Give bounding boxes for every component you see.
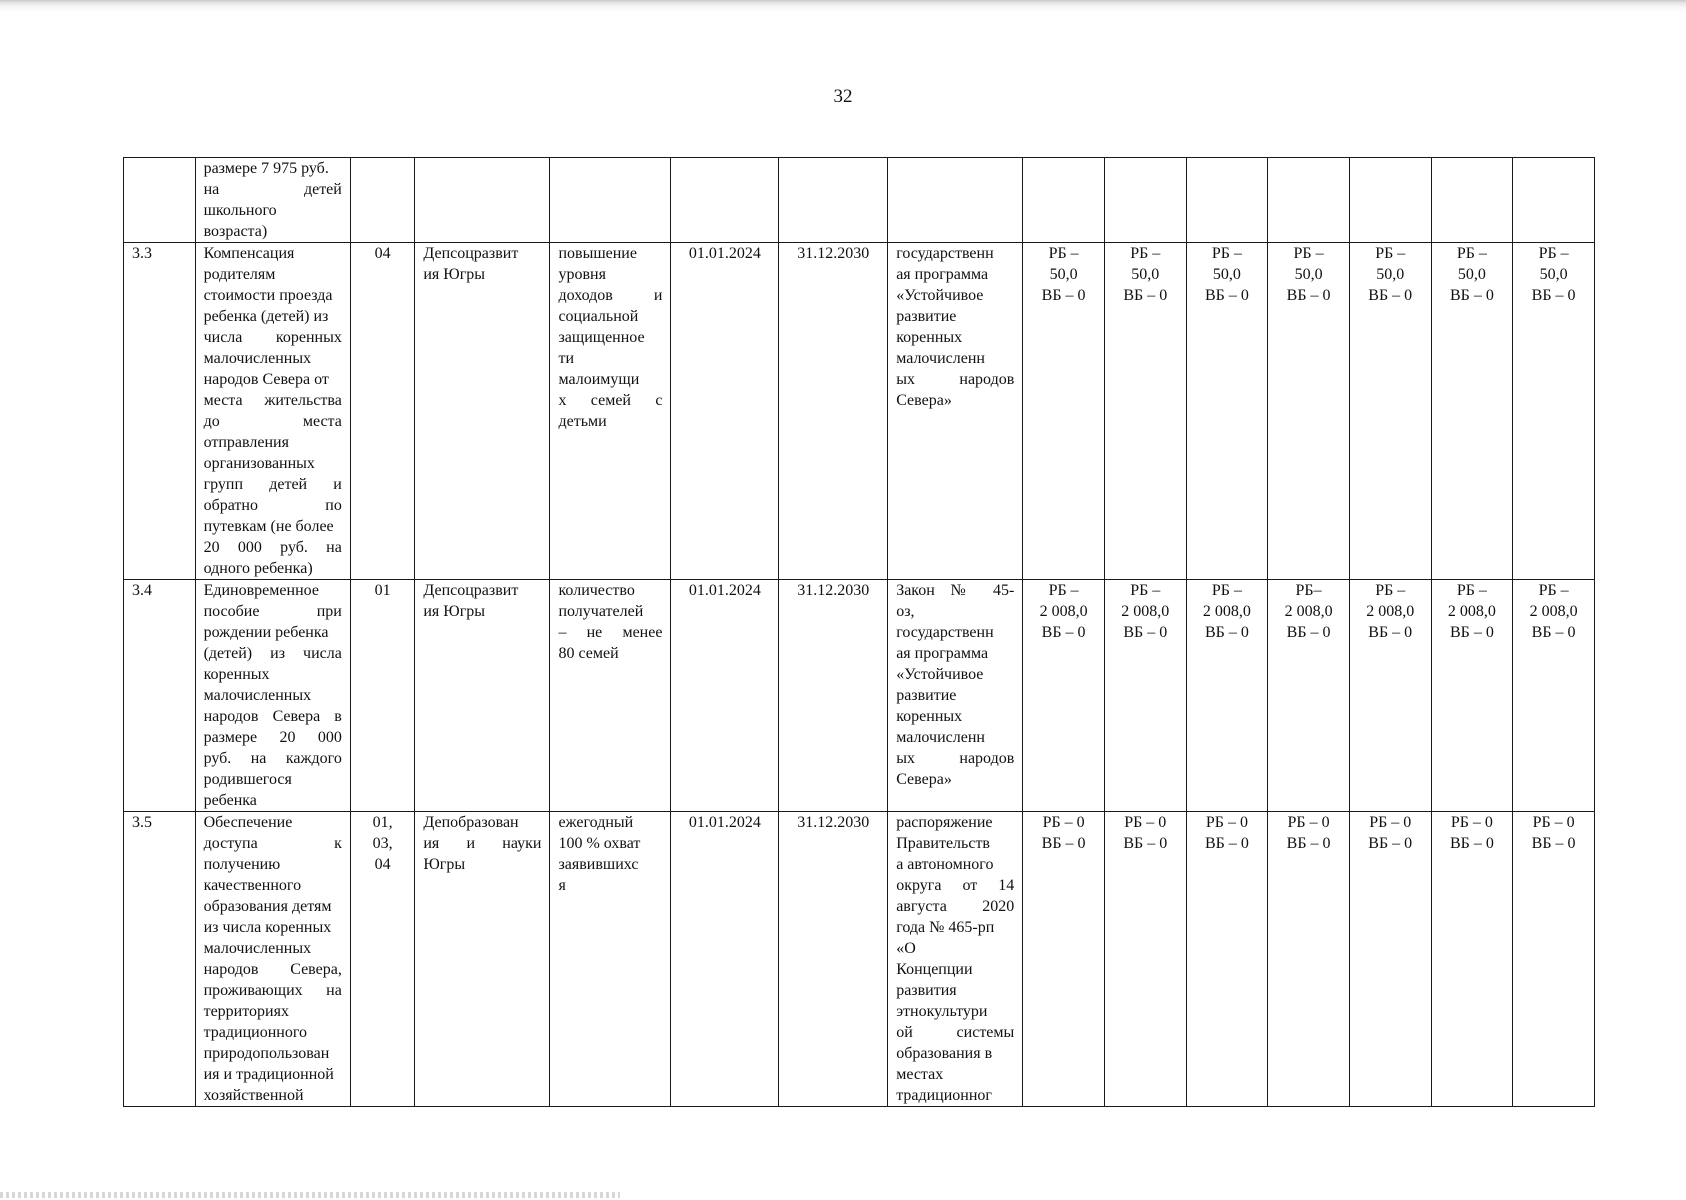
cell-line: организованных: [203, 455, 315, 472]
funding-cell: [1104, 580, 1186, 812]
cell-line: ия и науки: [423, 835, 542, 852]
cell-line: ребенка: [203, 792, 257, 809]
cell-line: «Устойчивое: [896, 666, 984, 683]
cell-line: 2 008,0: [1366, 603, 1415, 620]
cell-line: ВБ – 0: [1041, 624, 1086, 641]
cell-line: государственн: [896, 245, 994, 262]
end-date-cell: 31.12.2030: [779, 243, 888, 580]
funding-cell: [1186, 158, 1268, 243]
cell-line: 04: [374, 245, 391, 262]
cell-line: ВБ – 0: [1204, 835, 1249, 852]
cell-line: доходов и: [558, 287, 663, 304]
cell-line: школьного: [203, 202, 277, 219]
executor-cell: [415, 158, 550, 243]
cell-line: размере 7 975 руб.: [203, 160, 329, 177]
cell-line: малочисленных: [203, 940, 312, 957]
cell-line: РБ –: [1130, 245, 1161, 262]
executor-cell: [415, 812, 550, 1107]
cell-line: 100 % охват: [558, 835, 641, 852]
cell-line: 50,0: [1294, 266, 1323, 283]
measure-name-cell: [195, 580, 350, 812]
cell-line: места жительства: [203, 392, 342, 409]
cell-line: Единовременное: [203, 582, 319, 599]
cell-line: ая программа: [896, 266, 989, 283]
cell-line: РБ –: [1211, 582, 1242, 599]
cell-line: 2 008,0: [1121, 603, 1170, 620]
cell-line: детьми: [558, 413, 607, 430]
cell-line: одного ребенка): [203, 560, 313, 577]
result-cell: [550, 812, 671, 1107]
cell-line: 50,0: [1049, 266, 1078, 283]
result-cell: [550, 158, 671, 243]
end-date-cell: 31.12.2030: [779, 812, 888, 1107]
cell-line: отправления: [203, 434, 289, 451]
cell-line: РБ – 0: [1450, 814, 1493, 831]
cell-line: ВБ – 0: [1204, 624, 1249, 641]
funding-cell: [1431, 243, 1513, 580]
cell-line: государственн: [896, 624, 994, 641]
cell-line: народов Севера в: [203, 708, 342, 725]
end-date-cell: [779, 158, 888, 243]
cell-line: – не менее: [558, 624, 663, 641]
funding-cell: [1023, 158, 1105, 243]
result-cell: [550, 580, 671, 812]
cell-line: защищенное: [558, 329, 645, 346]
cell-line: ВБ – 0: [1123, 624, 1168, 641]
cell-line: ия Югры: [423, 603, 486, 620]
cell-line: этнокультури: [896, 1003, 988, 1020]
cell-line: Концепции: [896, 961, 973, 978]
cell-line: возраста): [203, 223, 268, 240]
cell-line: повышение: [558, 245, 637, 262]
table-row: [124, 812, 1595, 1107]
cell-line: 2 008,0: [1447, 603, 1496, 620]
basis-cell: [888, 580, 1023, 812]
cell-line: РБ – 0: [1287, 814, 1330, 831]
cell-line: ВБ – 0: [1286, 624, 1331, 641]
cell-line: получению: [203, 856, 281, 873]
cell-line: местах: [896, 1066, 944, 1083]
cell-line: 2 008,0: [1202, 603, 1251, 620]
cell-line: 03,: [372, 835, 393, 852]
cell-line: Закон № 45-: [896, 582, 1015, 599]
cell-line: округа от 14: [896, 877, 1015, 894]
cell-line: народов Севера,: [203, 961, 342, 978]
measure-name-cell: [195, 158, 350, 243]
cell-line: «Устойчивое: [896, 287, 984, 304]
cell-line: ВБ – 0: [1204, 287, 1249, 304]
funding-cell: [1431, 580, 1513, 812]
cell-line: 2 008,0: [1529, 603, 1578, 620]
cell-line: заявившихс: [558, 856, 639, 873]
funding-cell: [1513, 580, 1595, 812]
cell-line: 01: [374, 582, 391, 599]
cell-line: образования в: [896, 1045, 993, 1062]
cell-line: развитие: [896, 308, 957, 325]
cell-line: Депобразован: [423, 814, 519, 831]
cell-line: 80 семей: [558, 645, 619, 662]
cell-line: из числа коренных: [203, 919, 332, 936]
funding-cell: [1268, 812, 1350, 1107]
cell-line: ВБ – 0: [1286, 287, 1331, 304]
funding-cell: [1104, 243, 1186, 580]
cell-line: 50,0: [1457, 266, 1486, 283]
cell-line: РБ –: [1048, 582, 1079, 599]
cell-line: 50,0: [1539, 266, 1568, 283]
start-date-cell: [671, 158, 779, 243]
cell-line: ия Югры: [423, 266, 486, 283]
cell-line: 01,: [372, 814, 393, 831]
cell-line: РБ –: [1456, 582, 1487, 599]
cell-line: Обеспечение: [203, 814, 293, 831]
cell-line: РБ –: [1456, 245, 1487, 262]
cell-line: РБ –: [1538, 582, 1569, 599]
start-date-cell: 01.01.2024: [671, 580, 779, 812]
item-number-cell: 3.3: [124, 243, 196, 580]
cell-line: родившегося: [203, 771, 292, 788]
cell-line: традиционного: [203, 1024, 307, 1041]
table-row: [124, 580, 1595, 812]
cell-line: ВБ – 0: [1368, 835, 1413, 852]
cell-line: ежегодный: [558, 814, 634, 831]
funding-cell: [1349, 243, 1431, 580]
cell-line: получателей: [558, 603, 644, 620]
cell-line: Депсоцразвит: [423, 582, 519, 599]
cell-line: на детей: [203, 181, 342, 198]
funding-cell: [1349, 158, 1431, 243]
cell-line: года № 465-рп: [896, 919, 995, 936]
code-cell: [350, 812, 415, 1107]
funding-cell: [1513, 812, 1595, 1107]
start-date-cell: 01.01.2024: [671, 812, 779, 1107]
cell-line: РБ –: [1211, 245, 1242, 262]
cell-line: рождении ребенка: [203, 624, 329, 641]
cell-line: ВБ – 0: [1449, 835, 1494, 852]
cell-line: Севера»: [896, 771, 952, 788]
cell-line: ых народов: [896, 371, 1015, 388]
cell-line: ВБ – 0: [1286, 835, 1331, 852]
cell-line: Правительств: [896, 835, 990, 852]
cell-line: 50,0: [1131, 266, 1160, 283]
cell-line: стоимости проезда: [203, 287, 333, 304]
cell-line: РБ – 0: [1369, 814, 1412, 831]
cell-line: народов Севера от: [203, 371, 329, 388]
code-cell: [350, 243, 415, 580]
executor-cell: [415, 243, 550, 580]
cell-line: коренных: [896, 708, 963, 725]
cell-line: а автономного: [896, 856, 994, 873]
cell-line: обратно по: [203, 497, 342, 514]
cell-line: образования детям: [203, 898, 332, 915]
funding-cell: [1431, 812, 1513, 1107]
cell-line: 04: [374, 856, 391, 873]
cell-line: Компенсация: [203, 245, 295, 262]
item-number-cell: 3.4: [124, 580, 196, 812]
result-cell: [550, 243, 671, 580]
executor-cell: [415, 580, 550, 812]
table-row: [124, 243, 1595, 580]
cell-line: распоряжение: [896, 814, 993, 831]
scan-edge-top: [0, 0, 1686, 14]
cell-line: территориях: [203, 1003, 289, 1020]
cell-line: пособие при: [203, 603, 342, 620]
cell-line: РБ – 0: [1205, 814, 1248, 831]
cell-line: 20 000 руб. на: [203, 539, 342, 556]
funding-cell: [1431, 158, 1513, 243]
cell-line: РБ –: [1130, 582, 1161, 599]
cell-line: Севера»: [896, 392, 952, 409]
cell-line: родителям: [203, 266, 276, 283]
funding-cell: [1104, 158, 1186, 243]
cell-line: ая программа: [896, 645, 989, 662]
cell-line: малочисленн: [896, 729, 985, 746]
cell-line: традиционног: [896, 1087, 992, 1104]
measure-name-cell: [195, 812, 350, 1107]
funding-cell: [1104, 812, 1186, 1107]
cell-line: оз,: [896, 603, 915, 620]
cell-line: ребенка (детей) из: [203, 308, 329, 325]
cell-line: (детей) из числа: [203, 645, 342, 662]
cell-line: малочисленных: [203, 687, 312, 704]
item-number-cell: [124, 158, 196, 243]
cell-line: РБ – 0: [1124, 814, 1167, 831]
cell-line: ВБ – 0: [1368, 287, 1413, 304]
cell-line: РБ –: [1048, 245, 1079, 262]
cell-line: хозяйственной: [203, 1087, 304, 1104]
cell-line: 2 008,0: [1284, 603, 1333, 620]
cell-line: коренных: [203, 666, 270, 683]
cell-line: размере 20 000: [203, 729, 342, 746]
cell-line: ия и традиционной: [203, 1066, 334, 1083]
cell-line: 2 008,0: [1039, 603, 1088, 620]
cell-line: числа коренных: [203, 329, 342, 346]
end-date-cell: 31.12.2030: [779, 580, 888, 812]
cell-line: РБ –: [1538, 245, 1569, 262]
cell-line: ВБ – 0: [1531, 287, 1576, 304]
cell-line: природопользован: [203, 1045, 330, 1062]
cell-line: ти: [558, 350, 575, 367]
cell-line: ВБ – 0: [1368, 624, 1413, 641]
funding-cell: [1268, 158, 1350, 243]
cell-line: развитие: [896, 687, 957, 704]
cell-line: качественного: [203, 877, 302, 894]
cell-line: августа 2020: [896, 898, 1015, 915]
cell-line: коренных: [896, 329, 963, 346]
cell-line: руб. на каждого: [203, 750, 342, 767]
code-cell: [350, 158, 415, 243]
cell-line: 50,0: [1376, 266, 1405, 283]
basis-cell: [888, 812, 1023, 1107]
measure-name-cell: [195, 243, 350, 580]
cell-line: «О: [896, 940, 916, 957]
code-cell: [350, 580, 415, 812]
funding-cell: [1186, 580, 1268, 812]
funding-cell: [1186, 243, 1268, 580]
table-row: [124, 158, 1595, 243]
cell-line: доступа к: [203, 835, 342, 852]
cell-line: до места: [203, 413, 342, 430]
cell-line: Югры: [423, 856, 466, 873]
cell-line: ВБ – 0: [1449, 287, 1494, 304]
cell-line: ВБ – 0: [1531, 624, 1576, 641]
cell-line: РБ –: [1293, 245, 1324, 262]
cell-line: 50,0: [1212, 266, 1241, 283]
item-number-cell: 3.5: [124, 812, 196, 1107]
cell-line: ых народов: [896, 750, 1015, 767]
cell-line: малочисленных: [203, 350, 312, 367]
cell-line: ВБ – 0: [1531, 835, 1576, 852]
cell-line: ВБ – 0: [1449, 624, 1494, 641]
cell-line: ВБ – 0: [1123, 287, 1168, 304]
cell-line: РБ –: [1375, 245, 1406, 262]
funding-cell: [1268, 243, 1350, 580]
cell-line: ВБ – 0: [1041, 835, 1086, 852]
cell-line: я: [558, 877, 566, 894]
cell-line: ВБ – 0: [1041, 287, 1086, 304]
cell-line: РБ–: [1295, 582, 1322, 599]
funding-cell: [1186, 812, 1268, 1107]
cell-line: х семей с: [558, 392, 663, 409]
scan-edge-bottom: [0, 1192, 620, 1198]
cell-line: ВБ – 0: [1123, 835, 1168, 852]
funding-cell: [1513, 243, 1595, 580]
cell-line: социальной: [558, 308, 639, 325]
funding-cell: [1513, 158, 1595, 243]
cell-line: проживающих на: [203, 982, 342, 999]
funding-cell: [1023, 243, 1105, 580]
basis-cell: [888, 158, 1023, 243]
cell-line: групп детей и: [203, 476, 342, 493]
cell-line: малоимущи: [558, 371, 640, 388]
funding-cell: [1268, 580, 1350, 812]
cell-line: РБ – 0: [1532, 814, 1575, 831]
funding-cell: [1349, 812, 1431, 1107]
funding-cell: [1023, 580, 1105, 812]
cell-line: малочисленн: [896, 350, 985, 367]
funding-cell: [1349, 580, 1431, 812]
cell-line: количество: [558, 582, 635, 599]
cell-line: РБ –: [1375, 582, 1406, 599]
cell-line: уровня: [558, 266, 606, 283]
funding-cell: [1023, 812, 1105, 1107]
basis-cell: [888, 243, 1023, 580]
page-number: 32: [833, 86, 853, 107]
cell-line: развития: [896, 982, 957, 999]
start-date-cell: 01.01.2024: [671, 243, 779, 580]
cell-line: Депсоцразвит: [423, 245, 519, 262]
cell-line: ой системы: [896, 1024, 1015, 1041]
cell-line: РБ – 0: [1042, 814, 1085, 831]
measures-table: [123, 157, 1595, 1107]
cell-line: путевкам (не более: [203, 518, 334, 535]
